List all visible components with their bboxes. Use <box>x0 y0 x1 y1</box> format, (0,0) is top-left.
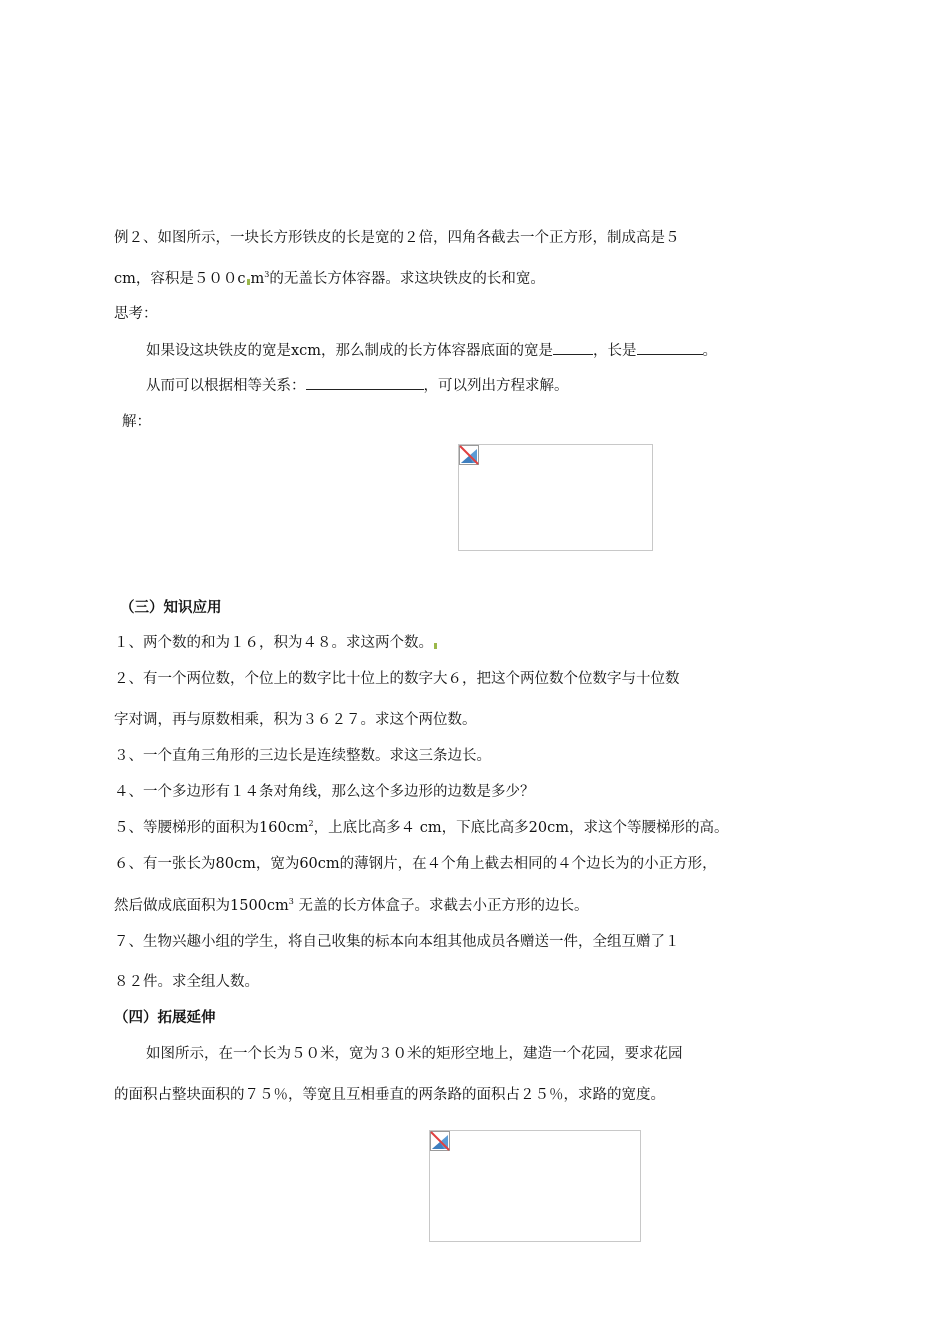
think-line2-end: ，可以列出方程求解。 <box>423 378 569 394</box>
highlight-dot <box>434 643 437 649</box>
section4-title: （四）拓展延伸 <box>114 1010 216 1026</box>
answer-blank-length <box>637 340 703 355</box>
think-line1 <box>146 340 717 361</box>
section4-line2: 的面积占整块面积的７５％，等宽且互相垂直的两条路的面积占２５％，求路的宽度。 <box>114 1087 665 1103</box>
broken-image-icon <box>459 445 479 465</box>
question-3: ３、一个直角三角形的三边长是连续整数。求这三条边长。 <box>114 748 491 764</box>
question-5-end: ，上底比高多４ cm，下底比高多20cm，求这个等腰梯形的高。 <box>313 820 729 836</box>
highlight-dot <box>247 279 250 285</box>
question-6-superscript: 3 <box>288 897 294 907</box>
question-1 <box>114 633 438 653</box>
question-2-line2: 字对调，再与原数相乘，积为３６２７。求这个两位数。 <box>114 712 477 728</box>
question-6-start: 然后做成底面积为1500cm <box>114 898 289 914</box>
answer-blank-width <box>553 340 593 355</box>
solve-label: 解： <box>122 414 151 430</box>
think-line1-mid: ，长是 <box>593 343 637 359</box>
section4-line1: 如图所示，在一个长为５０米，宽为３０米的矩形空地上，建造一个花园，要求花园 <box>146 1046 683 1062</box>
figure-placeholder-1 <box>458 444 653 551</box>
question-6-end: 无盖的长方体盒子。求截去小正方形的边长。 <box>293 898 589 914</box>
question-7-line1: ７、生物兴趣小组的学生，将自己收集的标本向本组其他成员各赠送一件，全组互赠了１ <box>114 934 680 950</box>
example2-line1: 例２、如图所示，一块长方形铁皮的长是宽的２倍，四角各截去一个正方形，制成高是５ <box>114 230 680 246</box>
example2-unit: m <box>250 271 265 287</box>
figure-placeholder-2 <box>429 1130 641 1242</box>
section3-title: （三）知识应用 <box>120 600 222 616</box>
think-line1-start: 如果设这块铁皮的宽是xcm，那么制成的长方体容器底面的宽是 <box>146 343 554 359</box>
broken-image-icon <box>430 1131 450 1151</box>
question-4: ４、一个多边形有１４条对角线，那么这个多边形的边数是多少？ <box>114 784 535 800</box>
question-7-line2: ８２件。求全组人数。 <box>114 974 259 990</box>
question-6-line2 <box>114 896 588 916</box>
example2-line2-end: 的无盖长方体容器。求这块铁皮的长和宽。 <box>269 271 545 287</box>
answer-blank-relation <box>306 375 424 390</box>
question-2-line1: ２、有一个两位数，个位上的数字比十位上的数字大６，把这个两位数个位数字与十位数 <box>114 671 680 687</box>
example2-unit-superscript: 3 <box>264 270 270 280</box>
think-line2-start: 从而可以根据相等关系： <box>146 378 306 394</box>
example2-line2 <box>114 269 545 289</box>
question-6-line1: ６、有一张长为80cm，宽为60cm的薄钢片，在４个角上截去相同的４个边长为的小正方形， <box>114 856 717 872</box>
think-line2 <box>146 375 569 396</box>
question-5 <box>114 818 728 838</box>
question-5-start: ５、等腰梯形的面积为160cm <box>114 820 309 836</box>
question-5-superscript: 2 <box>308 819 314 829</box>
think-line1-end: 。 <box>702 343 718 359</box>
think-label: 思考： <box>114 306 158 322</box>
question-1-text: １、两个数的和为１６，积为４８。求这两个数。 <box>114 635 433 651</box>
example2-line2-start: cm，容积是５００c <box>114 271 246 287</box>
